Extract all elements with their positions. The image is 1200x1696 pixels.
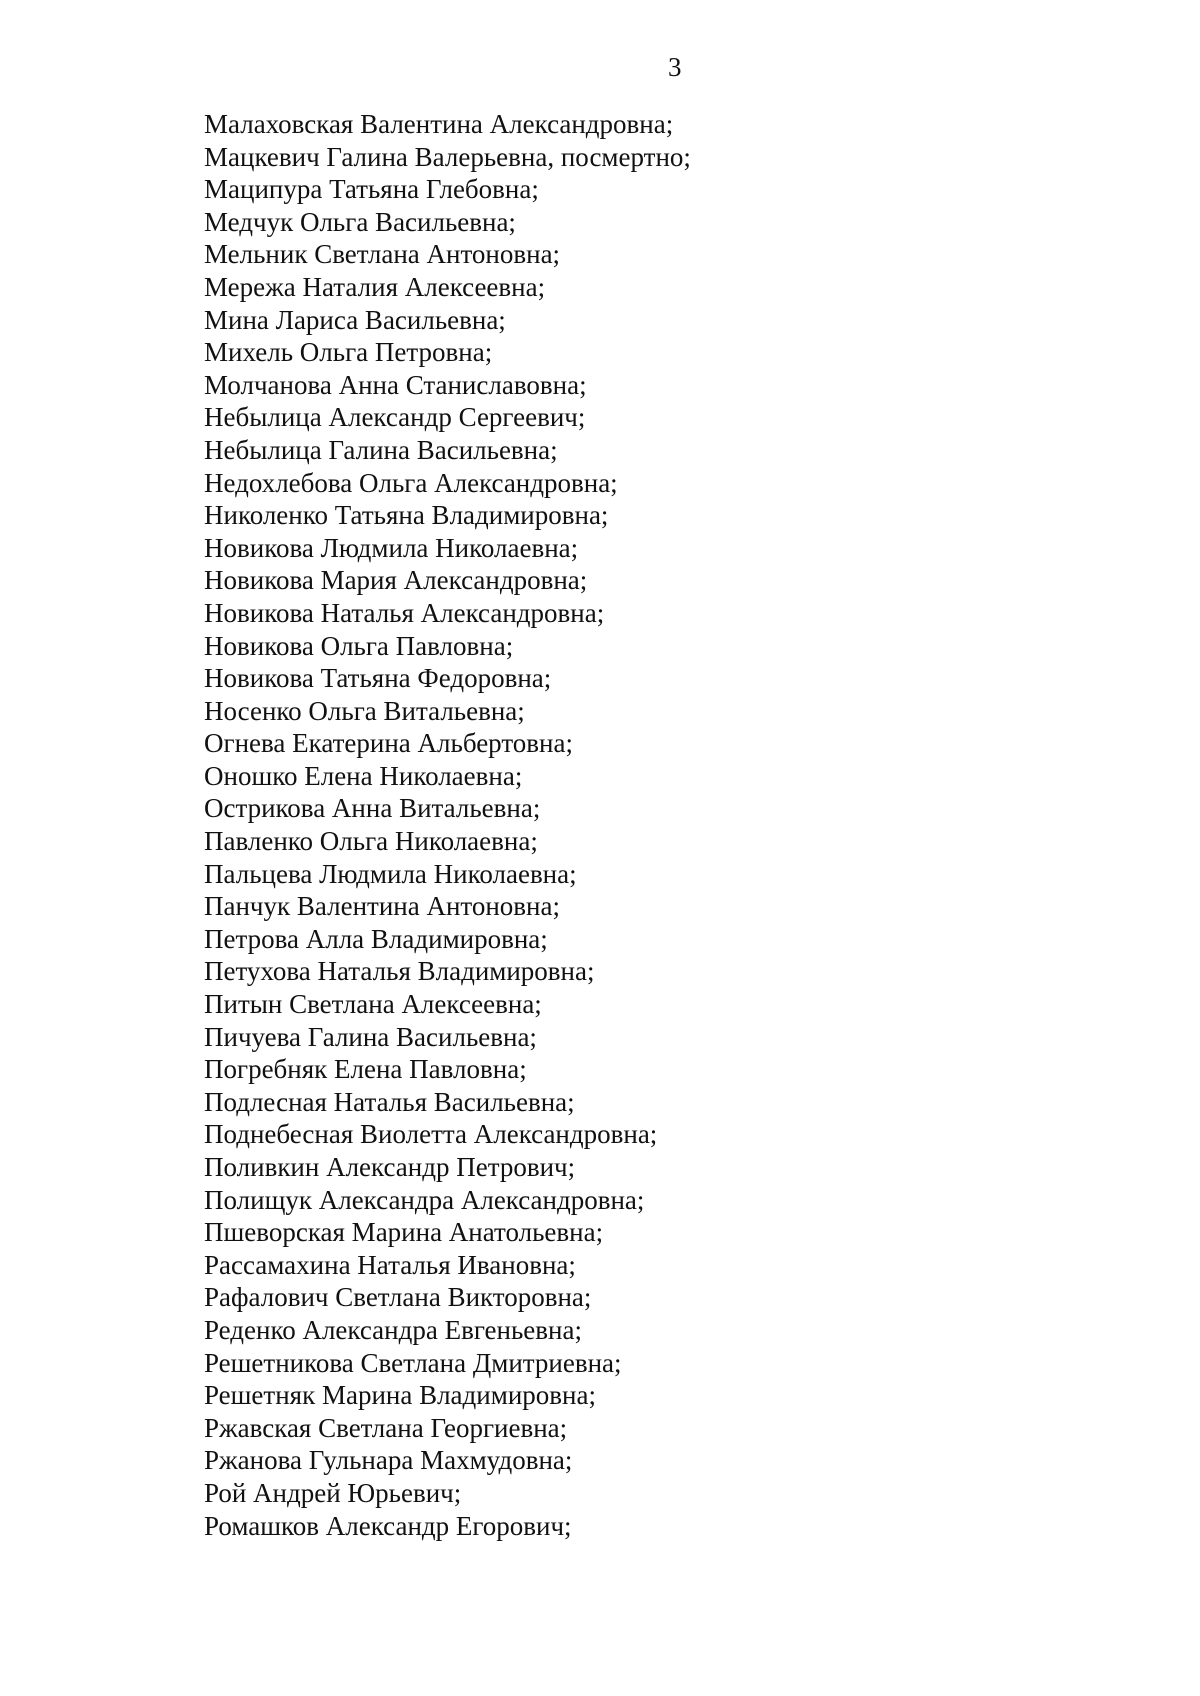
list-item: Новикова Татьяна Федоровна; xyxy=(204,663,552,694)
list-item: Рой Андрей Юрьевич; xyxy=(204,1477,462,1508)
list-item: Пальцева Людмила Николаевна; xyxy=(204,858,577,889)
list-item: Павленко Ольга Николаевна; xyxy=(204,826,538,857)
list-item: Медчук Ольга Васильевна; xyxy=(204,206,516,237)
list-item: Поднебесная Виолетта Александровна; xyxy=(204,1119,658,1150)
list-item: Рафалович Светлана Викторовна; xyxy=(204,1282,592,1313)
list-item: Полищук Александра Александровна; xyxy=(204,1184,645,1215)
list-item: Подлесная Наталья Васильевна; xyxy=(204,1086,575,1117)
list-item: Питын Светлана Алексеевна; xyxy=(204,989,542,1020)
list-item: Молчанова Анна Станиславовна; xyxy=(204,369,587,400)
list-item: Ромашков Александр Егорович; xyxy=(204,1510,572,1541)
list-item: Решетняк Марина Владимировна; xyxy=(204,1380,596,1411)
list-item: Новикова Людмила Николаевна; xyxy=(204,532,579,563)
list-item: Петрова Алла Владимировна; xyxy=(204,923,548,954)
list-item: Пшеворская Марина Анатольевна; xyxy=(204,1217,604,1248)
list-item: Небылица Александр Сергеевич; xyxy=(204,402,586,433)
list-item: Рассамахина Наталья Ивановна; xyxy=(204,1249,576,1280)
list-item: Петухова Наталья Владимировна; xyxy=(204,956,595,987)
list-item: Огнева Екатерина Альбертовна; xyxy=(204,728,573,759)
list-item: Мацкевич Галина Валерьевна, посмертно; xyxy=(204,141,691,172)
list-item: Николенко Татьяна Владимировна; xyxy=(204,500,609,531)
list-item: Пичуева Галина Васильевна; xyxy=(204,1021,537,1052)
name-list xyxy=(204,108,691,1542)
list-item: Мережа Наталия Алексеевна; xyxy=(204,271,546,302)
list-item: Новикова Ольга Павловна; xyxy=(204,630,514,661)
list-item: Решетникова Светлана Дмитриевна; xyxy=(204,1347,622,1378)
list-item: Михель Ольга Петровна; xyxy=(204,337,493,368)
list-item: Мельник Светлана Антоновна; xyxy=(204,239,561,270)
list-item: Острикова Анна Витальевна; xyxy=(204,793,541,824)
list-item: Мина Лариса Васильевна; xyxy=(204,304,506,335)
list-item: Небылица Галина Васильевна; xyxy=(204,434,558,465)
list-item: Носенко Ольга Витальевна; xyxy=(204,695,525,726)
page-number: 3 xyxy=(668,52,682,82)
list-item: Маципура Татьяна Глебовна; xyxy=(204,174,539,205)
list-item: Панчук Валентина Антоновна; xyxy=(204,891,560,922)
list-item: Ржавская Светлана Георгиевна; xyxy=(204,1412,568,1443)
list-item: Оношко Елена Николаевна; xyxy=(204,760,523,791)
list-item: Новикова Мария Александровна; xyxy=(204,565,588,596)
list-item: Новикова Наталья Александровна; xyxy=(204,597,605,628)
list-item: Ржанова Гульнара Махмудовна; xyxy=(204,1445,573,1476)
list-item: Реденко Александра Евгеньевна; xyxy=(204,1314,582,1345)
list-item: Погребняк Елена Павловна; xyxy=(204,1054,527,1085)
list-item: Поливкин Александр Петрович; xyxy=(204,1152,576,1182)
list-item: Малаховская Валентина Александровна; xyxy=(204,109,674,139)
list-item: Недохлебова Ольга Александровна; xyxy=(204,467,618,498)
